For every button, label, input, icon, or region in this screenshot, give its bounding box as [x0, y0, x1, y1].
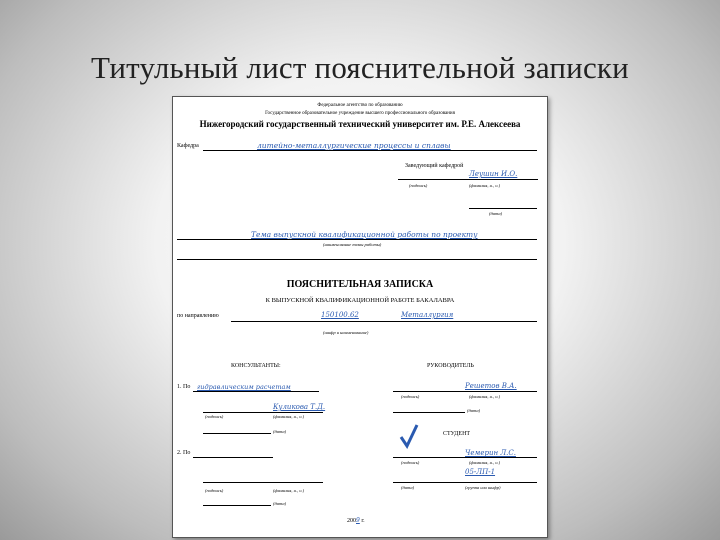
student-fio-caption: (фамилия, и., о.) — [469, 460, 501, 465]
direction-name: Металлургия — [401, 311, 454, 319]
student-group: 05-ЛП-1 — [465, 468, 496, 476]
supervisor-label: РУКОВОДИТЕЛЬ — [427, 363, 474, 369]
consultant-2-sig-caption: (подпись) — [205, 488, 224, 493]
head-label: Заведующий кафедрой — [405, 163, 464, 169]
supervisor-signature-line — [393, 391, 537, 392]
consultant-2-prefix: 2. По — [177, 450, 191, 456]
student-label: СТУДЕНТ — [443, 431, 471, 437]
consultant-2-date-line — [203, 505, 271, 506]
consultant-2-date-caption: (дата) — [273, 501, 287, 506]
head-date-caption: (дата) — [489, 211, 503, 216]
consultant-1-topic-line — [193, 391, 319, 392]
subtitle: К ВЫПУСКНОЙ КВАЛИФИКАЦИОННОЙ РАБОТЕ БАКАЛАВРА — [265, 297, 455, 304]
consultant-1-prefix: 1. По — [177, 384, 191, 390]
year-value: 9 — [356, 517, 360, 524]
student-date-caption: (дата) — [401, 485, 415, 490]
student-date-line — [393, 482, 537, 483]
year-suffix: г. — [361, 518, 365, 524]
year-prefix: 200 — [347, 518, 356, 524]
direction-label: по направлению — [177, 313, 219, 319]
supervisor-name: Решетов В.А. — [465, 382, 517, 390]
student-signature-line — [393, 457, 537, 458]
department-line — [203, 150, 537, 151]
institution-type-line: Государственное образовательное учреждение высшего профессионального образования — [265, 111, 455, 116]
consultants-label: КОНСУЛЬТАНТЫ: — [231, 363, 281, 369]
head-fio-caption: (фамилия, и., о.) — [469, 183, 501, 188]
consultant-1-topic: гидравлическим расчетам — [197, 383, 291, 391]
department-label: Кафедра — [177, 143, 199, 149]
topic-line-2 — [177, 259, 537, 260]
document-page — [172, 96, 548, 538]
direction-caption: (шифр и наименование) — [323, 330, 369, 335]
consultant-1-signature-line — [203, 412, 323, 413]
work-caption: (наименование темы работы) — [323, 242, 382, 247]
checkmark-icon — [399, 423, 419, 449]
consultant-2-signature-line — [203, 482, 323, 483]
year-line — [347, 517, 365, 524]
consultant-2-fio-caption: (фамилия, и., о.) — [273, 488, 305, 493]
head-sig-caption: (подпись) — [409, 183, 428, 188]
agency-line: Федеральное агентство по образованию — [317, 103, 403, 108]
department-value: литейно-металлургические процессы и сплавы — [257, 141, 451, 150]
university-name: Нижегородский государственный технический университет им. Р.Е. Алексеева — [199, 119, 521, 129]
supervisor-date-line — [393, 412, 465, 413]
consultant-1-date-line — [203, 433, 271, 434]
consultant-2-topic-line — [193, 457, 273, 458]
slide-title: Титульный лист пояснительной записки — [91, 50, 629, 85]
topic-line — [177, 239, 537, 240]
supervisor-sig-caption: (подпись) — [401, 394, 420, 399]
main-title: ПОЯСНИТЕЛЬНАЯ ЗАПИСКА — [286, 279, 434, 290]
consultant-1-name: Куликова Т.Д. — [273, 403, 326, 411]
head-name: Леушин И.О. — [469, 170, 518, 178]
consultant-1-sig-caption: (подпись) — [205, 414, 224, 419]
supervisor-fio-caption: (фамилия, и., о.) — [469, 394, 501, 399]
head-date-line — [469, 208, 537, 209]
student-sig-caption: (подпись) — [401, 460, 420, 465]
student-name: Чемерин Л.С. — [465, 449, 516, 457]
supervisor-date-caption: (дата) — [467, 408, 481, 413]
consultant-1-fio-caption: (фамилия, и., о.) — [273, 414, 305, 419]
group-caption: (группа или шифр) — [465, 485, 501, 490]
head-signature-line — [398, 179, 538, 180]
direction-code: 150100.62 — [321, 311, 359, 319]
direction-line — [231, 321, 537, 322]
consultant-1-date-caption: (дата) — [273, 429, 287, 434]
work-topic: Тема выпускной квалификационной работы по проекту — [251, 230, 478, 239]
